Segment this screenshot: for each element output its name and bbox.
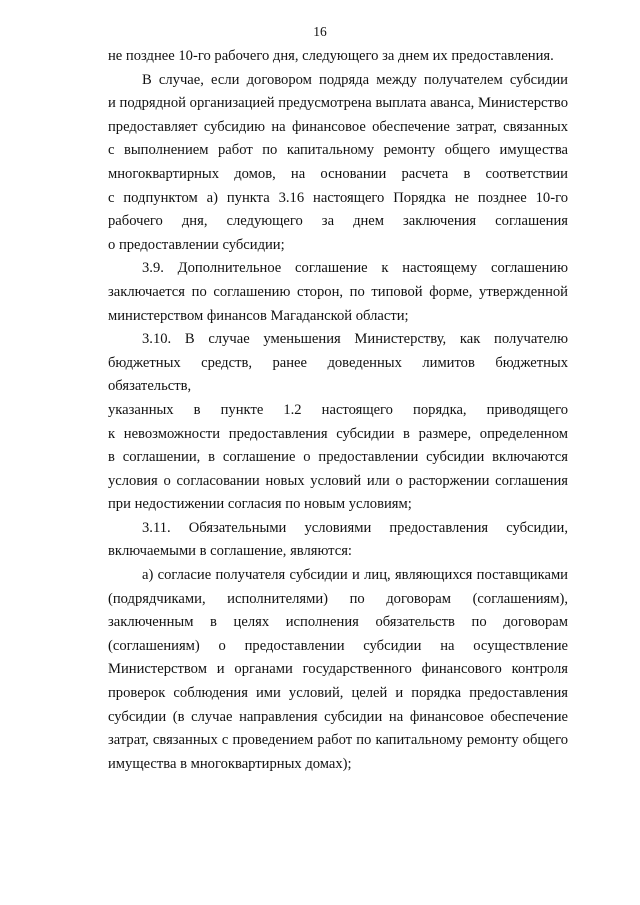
text-line: проверок соблюдения ими условий, целей и порядка предоставления <box>108 685 568 702</box>
text-line: указанных в пункте 1.2 настоящего порядка, приводящего <box>108 401 568 418</box>
text-line: с выполнением работ по капитальному ремонту общего имущества <box>108 142 568 159</box>
text-line: затрат, связанных с проведением работ по капитальному ремонту общего <box>108 732 568 749</box>
text-line: включаемыми в соглашение, являются: <box>108 543 352 560</box>
text-line: предоставляет субсидию на финансовое обеспечение затрат, связанных <box>108 118 568 135</box>
text-line: имущества в многоквартирных домах); <box>108 755 352 772</box>
text-line: условия о согласовании новых условий или о расторжении соглашения <box>108 472 568 489</box>
text-line: не позднее 10-го рабочего дня, следующего за днем их предоставления. <box>108 48 554 64</box>
text-line: в соглашении, в соглашение о предоставлении субсидии включаются <box>108 449 568 466</box>
text-line: министерством финансов Магаданской области; <box>108 307 409 324</box>
paragraph-3-11-a <box>108 564 568 776</box>
text-line: 3.9. Дополнительное соглашение к настоящему соглашению <box>142 260 568 277</box>
text-line: а) согласие получателя субсидии и лиц, являющихся поставщиками <box>142 567 568 584</box>
text-line: В случае, если договором подряда между получателем субсидии <box>142 71 568 88</box>
paragraph-3-11 <box>108 517 568 564</box>
document-body <box>108 45 568 776</box>
paragraph-3-9 <box>108 257 568 328</box>
paragraph-continuation <box>108 45 568 69</box>
text-line: 3.11. Обязательными условиями предоставления субсидии, <box>142 519 568 536</box>
text-line: 3.10. В случае уменьшения Министерству, как получателю <box>142 331 568 348</box>
page-number: 16 <box>313 24 327 39</box>
text-line: и подрядной организацией предусмотрена выплата аванса, Министерство <box>108 95 568 112</box>
text-line: бюджетных средств, ранее доведенных лимитов бюджетных обязательств, <box>108 354 568 395</box>
text-line: рабочего дня, следующего за днем заключения соглашения <box>108 213 568 230</box>
text-line: многоквартирных домов, на основании расчета в соответствии <box>108 165 568 182</box>
text-line: заключается по соглашению сторон, по типовой форме, утвержденной <box>108 283 568 300</box>
text-line: с подпунктом а) пункта 3.16 настоящего Порядка не позднее 10-го <box>108 189 568 206</box>
text-line: Министерством и органами государственного финансового контроля <box>108 661 568 678</box>
text-line: при недостижении согласия по новым условиям; <box>108 496 412 513</box>
text-line: (соглашениям) о предоставлении субсидии на осуществление <box>108 637 568 654</box>
paragraph-advance-payment <box>108 69 568 258</box>
text-line: (подрядчиками, исполнителями) по договорам (соглашениям), <box>108 590 568 607</box>
text-line: о предоставлении субсидии; <box>108 236 285 253</box>
paragraph-3-10 <box>108 328 568 517</box>
text-line: субсидии (в случае направления субсидии на финансовое обеспечение <box>108 708 568 725</box>
text-line: к невозможности предоставления субсидии в размере, определенном <box>108 425 568 442</box>
text-line: заключенным в целях исполнения обязательств по договорам <box>108 614 568 631</box>
